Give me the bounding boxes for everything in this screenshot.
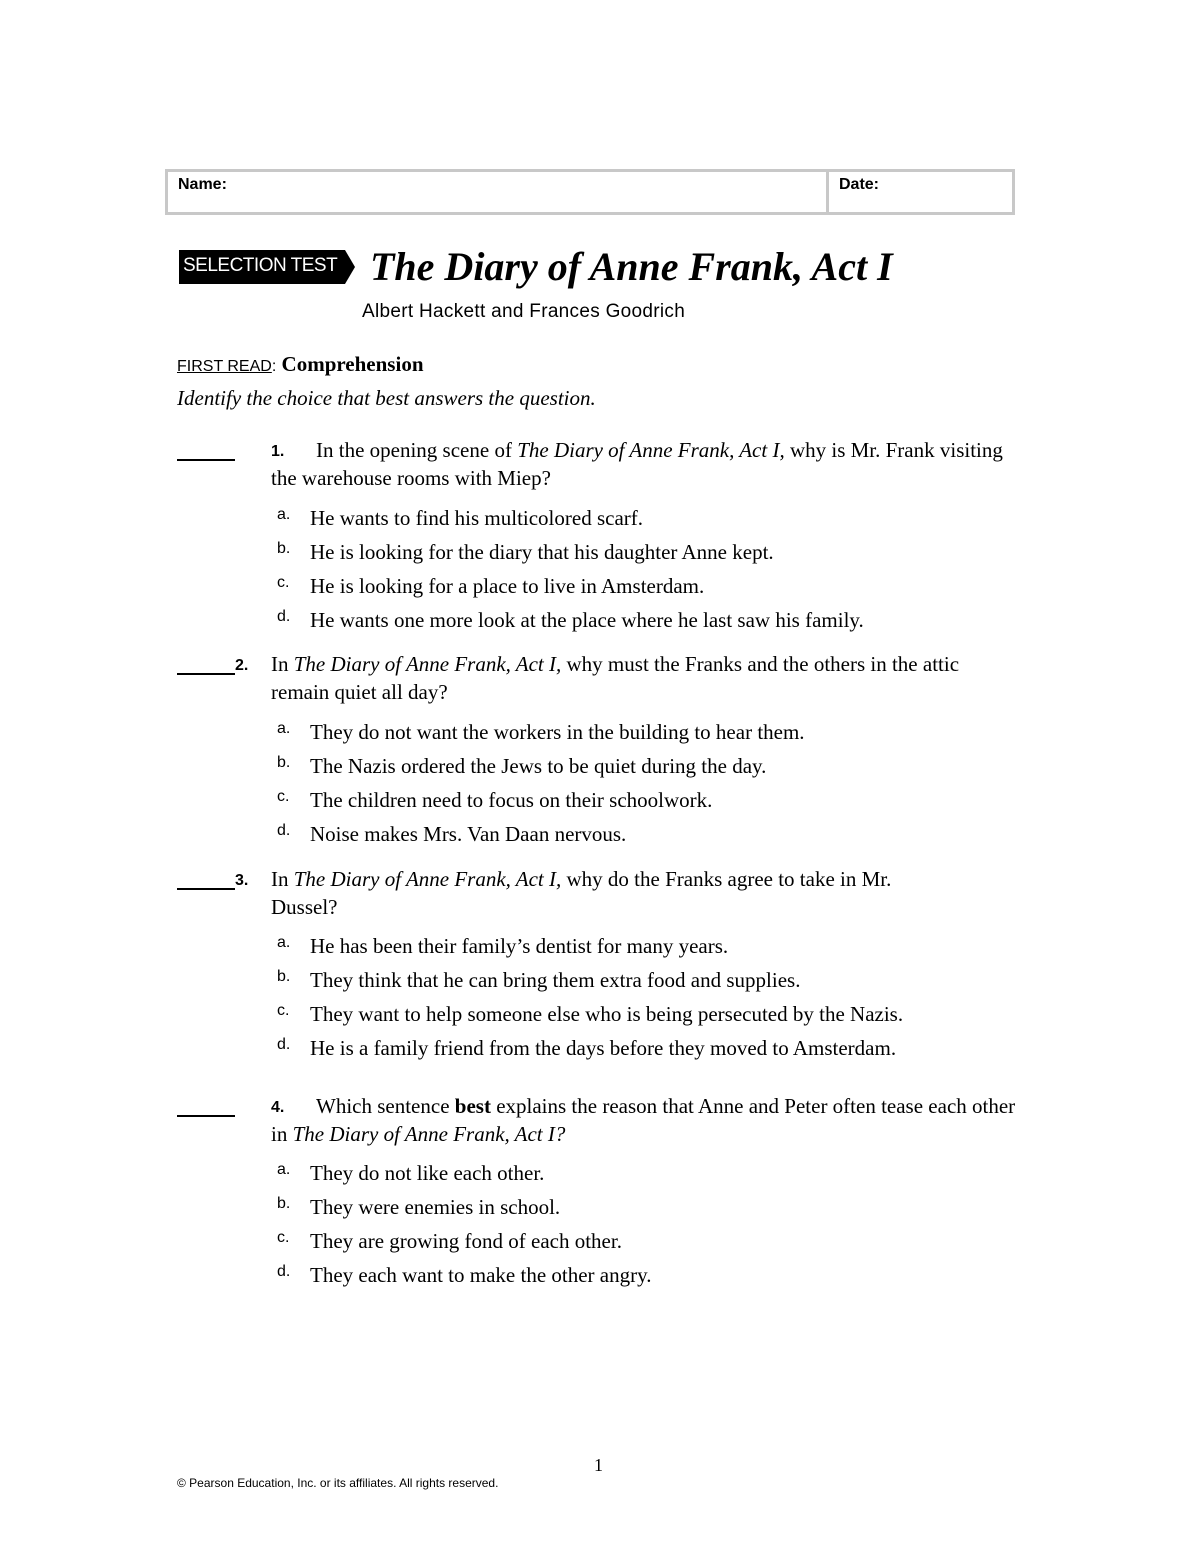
answer-options <box>271 718 1011 854</box>
option-d[interactable]: d. He is a family friend from the days before they moved to Amsterdam. <box>277 1036 897 1060</box>
option-d[interactable]: d. He wants one more look at the place where he last saw his family. <box>277 608 864 632</box>
option-c[interactable]: c. The children need to focus on their schoolwork. <box>277 788 713 812</box>
name-date-box <box>165 169 1015 215</box>
banner-label: SELECTION TEST <box>183 255 338 276</box>
name-label: Name: <box>178 176 227 193</box>
option-a[interactable]: a. They do not want the workers in the building to hear them. <box>277 720 805 744</box>
instructions: Identify the choice that best answers the question. <box>177 386 596 410</box>
question-text: In the opening scene of The Diary of Anne Frank, Act I, why is Mr. Frank visiting the warehouse rooms with Miep? <box>271 438 1003 490</box>
copyright-footer: © Pearson Education, Inc. or its affiliates. All rights reserved. <box>177 1476 499 1490</box>
option-b[interactable]: b. They were enemies in school. <box>277 1195 561 1219</box>
date-field[interactable] <box>829 172 1012 212</box>
question-number: 3. <box>235 872 249 889</box>
answer-options <box>271 504 1011 640</box>
date-label: Date: <box>839 176 880 193</box>
name-field[interactable] <box>168 172 829 212</box>
option-b[interactable]: b. He is looking for the diary that his daughter Anne kept. <box>277 540 774 564</box>
question-number: 4. <box>271 1099 285 1116</box>
heading-colon: : <box>271 358 277 375</box>
answer-blank[interactable] <box>177 459 235 461</box>
answer-options <box>271 932 1011 1068</box>
question-text: Which sentence best explains the reason that Anne and Peter often tease each other in The Diary of Anne Frank, Act I? <box>271 1094 1016 1146</box>
question-number: 1. <box>271 443 285 460</box>
option-d[interactable]: d. They each want to make the other angry. <box>277 1263 652 1287</box>
author-line: Albert Hackett and Frances Goodrich <box>362 301 686 322</box>
page-number: 1 <box>594 1455 603 1475</box>
selection-test-banner <box>179 250 355 284</box>
comprehension-heading: Comprehension <box>281 352 424 376</box>
page-title: The Diary of Anne Frank, Act I <box>370 244 893 289</box>
option-a[interactable]: a. He has been their family’s dentist for many years. <box>277 934 729 958</box>
answer-blank[interactable] <box>177 888 235 890</box>
answer-blank[interactable] <box>177 673 235 675</box>
first-read-label: FIRST READ <box>177 358 272 375</box>
option-c[interactable]: c. They are growing fond of each other. <box>277 1229 622 1253</box>
option-a[interactable]: a. They do not like each other. <box>277 1161 545 1185</box>
option-a[interactable]: a. He wants to find his multicolored scarf. <box>277 506 644 530</box>
question-number: 2. <box>235 657 249 674</box>
option-b[interactable]: b. They think that he can bring them extra food and supplies. <box>277 968 801 992</box>
option-d[interactable]: d. Noise makes Mrs. Van Daan nervous. <box>277 822 627 846</box>
option-c[interactable]: c. They want to help someone else who is being persecuted by the Nazis. <box>277 1002 904 1026</box>
question-text: In The Diary of Anne Frank, Act I, why must the Franks and the others in the attic remain quiet all day? <box>271 652 960 704</box>
answer-options <box>271 1159 1011 1295</box>
question-text: In The Diary of Anne Frank, Act I, why do the Franks agree to take in Mr. Dussel? <box>271 867 892 919</box>
answer-blank[interactable] <box>177 1115 235 1117</box>
option-b[interactable]: b. The Nazis ordered the Jews to be quiet during the day. <box>277 754 767 778</box>
section-heading <box>177 352 424 377</box>
option-c[interactable]: c. He is looking for a place to live in Amsterdam. <box>277 574 705 598</box>
